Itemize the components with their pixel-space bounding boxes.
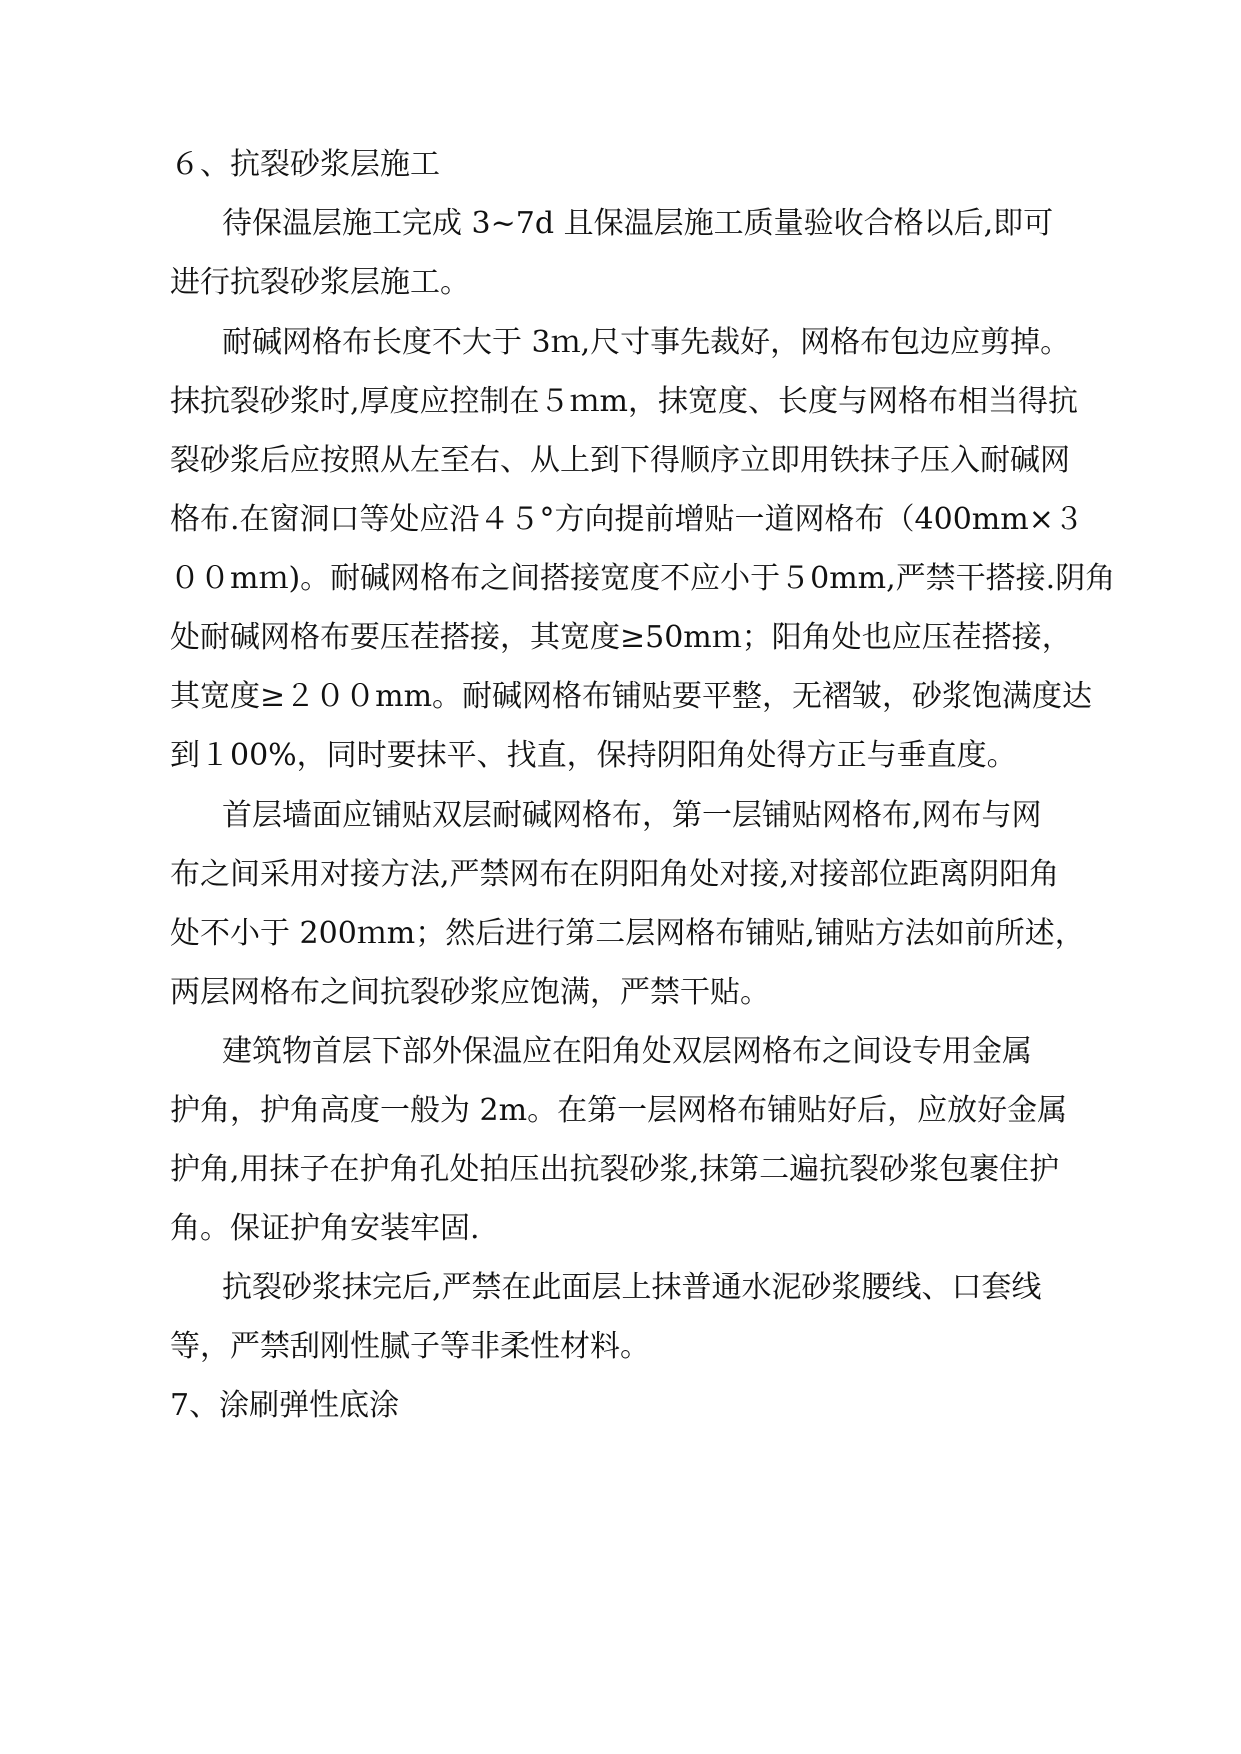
paragraph-line: 到１00%，同时要抹平、找直，保持阴阳角处得方正与垂直度。 [170, 738, 1017, 773]
paragraph-line: 耐碱网格布长度不大于 3ｍ,尺寸事先裁好，网格布包边应剪掉。 [222, 325, 1071, 360]
paragraph-line: 处不小于 200ｍm；然后进行第二层网格布铺贴,铺贴方法如前所述， [170, 916, 1085, 951]
paragraph-line: 建筑物首层下部外保温应在阳角处双层网格布之间设专用金属 [222, 1034, 1032, 1069]
section-heading-7: 7、涂刷弹性底涂 [170, 1388, 400, 1423]
paragraph-line: 护角,用抹子在护角孔处拍压出抗裂砂浆,抹第二遍抗裂砂浆包裹住护 [170, 1152, 1060, 1187]
paragraph-line: 角。保证护角安装牢固. [170, 1211, 480, 1246]
paragraph-line: 抗裂砂浆抹完后,严禁在此面层上抹普通水泥砂浆腰线、口套线 [222, 1270, 1042, 1305]
paragraph-line: ００mｍ)。耐碱网格布之间搭接宽度不应小于５0mm,严禁干搭接.阴角 [170, 561, 1116, 596]
paragraph-line: 首层墙面应铺贴双层耐碱网格布，第一层铺贴网格布,网布与网 [222, 798, 1042, 833]
paragraph-line: 进行抗裂砂浆层施工。 [170, 265, 470, 300]
paragraph-line: 护角，护角高度一般为 2m。在第一层网格布铺贴好后，应放好金属 [170, 1093, 1068, 1128]
paragraph-line: 裂砂浆后应按照从左至右、从上到下得顺序立即用铁抹子压入耐碱网 [170, 443, 1070, 478]
paragraph-line: 抹抗裂砂浆时,厚度应控制在５ｍm，抹宽度、长度与网格布相当得抗 [170, 384, 1078, 419]
paragraph-line: 其宽度≥２００mm。耐碱网格布铺贴要平整，无褶皱，砂浆饱满度达 [170, 679, 1093, 714]
paragraph-line: 待保温层施工完成 3~7d 且保温层施工质量验收合格以后,即可 [222, 206, 1054, 241]
section-heading-6: ６、抗裂砂浆层施工 [170, 147, 440, 182]
paragraph-line: 布之间采用对接方法,严禁网布在阴阳角处对接,对接部位距离阴阳角 [170, 857, 1060, 892]
paragraph-line: 两层网格布之间抗裂砂浆应饱满，严禁干贴。 [170, 975, 770, 1010]
paragraph-line: 格布.在窗洞口等处应沿４５°方向提前增贴一道网格布（400mm×３ [170, 502, 1084, 537]
paragraph-line: 处耐碱网格布要压茬搭接，其宽度≥50mｍ；阳角处也应压茬搭接， [170, 620, 1072, 655]
paragraph-line: 等，严禁刮刚性腻子等非柔性材料。 [170, 1329, 650, 1364]
